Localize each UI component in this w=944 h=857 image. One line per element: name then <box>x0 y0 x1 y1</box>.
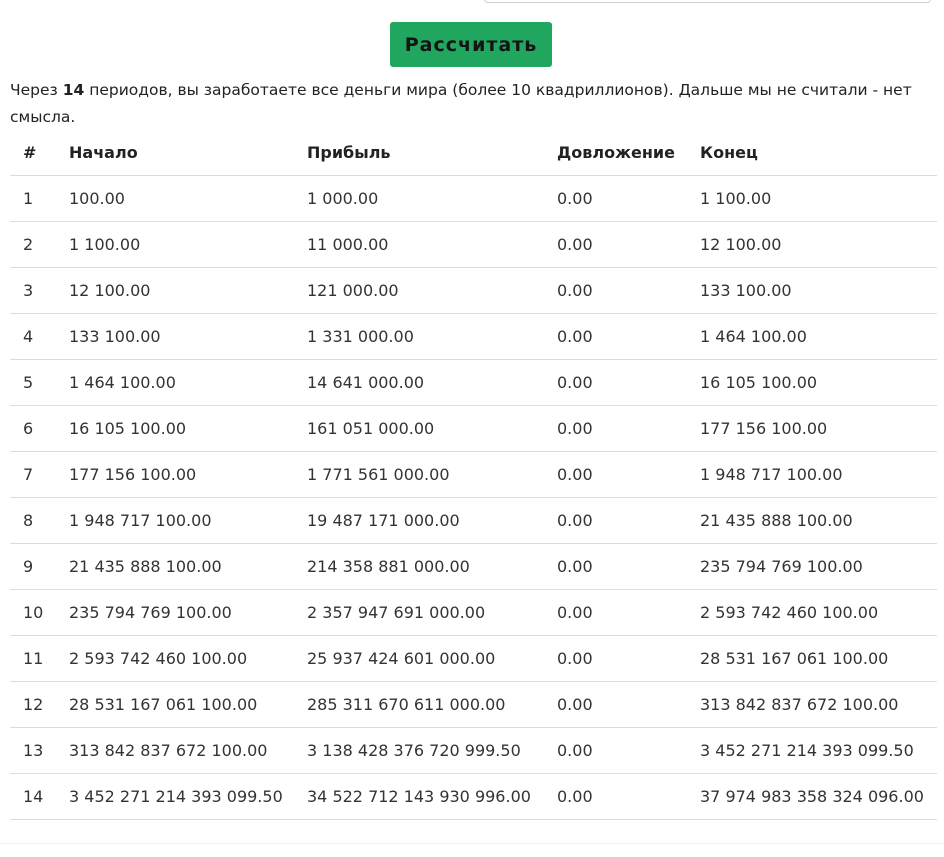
top-input-field[interactable] <box>484 0 931 3</box>
result-prefix: Через <box>10 81 63 99</box>
cell-investment: 0.00 <box>544 406 687 452</box>
table-row <box>10 406 937 452</box>
cell-investment: 0.00 <box>544 544 687 590</box>
cell-investment: 0.00 <box>544 636 687 682</box>
cell-profit: 121 000.00 <box>294 268 544 314</box>
cell-profit: 14 641 000.00 <box>294 360 544 406</box>
table-header-row <box>10 130 937 176</box>
cell-number: 4 <box>10 314 56 360</box>
cell-start: 133 100.00 <box>56 314 294 360</box>
cell-investment: 0.00 <box>544 682 687 728</box>
cell-profit: 161 051 000.00 <box>294 406 544 452</box>
table-row <box>10 360 937 406</box>
table-row <box>10 314 937 360</box>
cell-start: 28 531 167 061 100.00 <box>56 682 294 728</box>
table-row <box>10 176 937 222</box>
table-row <box>10 544 937 590</box>
cell-number: 3 <box>10 268 56 314</box>
header-investment: Довложение <box>544 130 687 176</box>
cell-end: 37 974 983 358 324 096.00 <box>687 774 937 820</box>
cell-investment: 0.00 <box>544 360 687 406</box>
cell-number: 11 <box>10 636 56 682</box>
cell-investment: 0.00 <box>544 314 687 360</box>
table-row <box>10 222 937 268</box>
table-row <box>10 728 937 774</box>
cell-investment: 0.00 <box>544 222 687 268</box>
cell-profit: 3 138 428 376 720 999.50 <box>294 728 544 774</box>
table-row <box>10 636 937 682</box>
table-row <box>10 498 937 544</box>
cell-start: 16 105 100.00 <box>56 406 294 452</box>
cell-start: 100.00 <box>56 176 294 222</box>
cell-end: 1 100.00 <box>687 176 937 222</box>
table-row <box>10 682 937 728</box>
results-table <box>10 130 937 820</box>
cell-number: 10 <box>10 590 56 636</box>
header-number: # <box>10 130 56 176</box>
cell-start: 177 156 100.00 <box>56 452 294 498</box>
cell-profit: 285 311 670 611 000.00 <box>294 682 544 728</box>
table-row <box>10 590 937 636</box>
cell-number: 5 <box>10 360 56 406</box>
cell-start: 1 464 100.00 <box>56 360 294 406</box>
cell-investment: 0.00 <box>544 176 687 222</box>
cell-start: 2 593 742 460 100.00 <box>56 636 294 682</box>
cell-number: 13 <box>10 728 56 774</box>
cell-number: 12 <box>10 682 56 728</box>
cell-investment: 0.00 <box>544 452 687 498</box>
cell-number: 6 <box>10 406 56 452</box>
cell-investment: 0.00 <box>544 268 687 314</box>
cell-profit: 34 522 712 143 930 996.00 <box>294 774 544 820</box>
cell-profit: 11 000.00 <box>294 222 544 268</box>
cell-investment: 0.00 <box>544 498 687 544</box>
result-suffix: периодов, вы заработаете все деньги мира (более 10 квадриллионов). Дальше мы не считали - нет смысла. <box>10 81 912 126</box>
cell-start: 3 452 271 214 393 099.50 <box>56 774 294 820</box>
cell-number: 1 <box>10 176 56 222</box>
cell-start: 12 100.00 <box>56 268 294 314</box>
cell-end: 1 948 717 100.00 <box>687 452 937 498</box>
divider <box>0 843 944 844</box>
cell-end: 133 100.00 <box>687 268 937 314</box>
cell-start: 21 435 888 100.00 <box>56 544 294 590</box>
cell-end: 2 593 742 460 100.00 <box>687 590 937 636</box>
cell-profit: 2 357 947 691 000.00 <box>294 590 544 636</box>
cell-end: 235 794 769 100.00 <box>687 544 937 590</box>
cell-investment: 0.00 <box>544 590 687 636</box>
cell-start: 235 794 769 100.00 <box>56 590 294 636</box>
header-profit: Прибыль <box>294 130 544 176</box>
cell-profit: 214 358 881 000.00 <box>294 544 544 590</box>
cell-number: 8 <box>10 498 56 544</box>
cell-investment: 0.00 <box>544 774 687 820</box>
cell-start: 1 948 717 100.00 <box>56 498 294 544</box>
cell-profit: 1 331 000.00 <box>294 314 544 360</box>
table-row <box>10 452 937 498</box>
cell-end: 16 105 100.00 <box>687 360 937 406</box>
header-end: Конец <box>687 130 937 176</box>
cell-profit: 1 000.00 <box>294 176 544 222</box>
cell-end: 28 531 167 061 100.00 <box>687 636 937 682</box>
cell-investment: 0.00 <box>544 728 687 774</box>
cell-number: 2 <box>10 222 56 268</box>
cell-profit: 19 487 171 000.00 <box>294 498 544 544</box>
table-body <box>10 176 937 820</box>
cell-profit: 25 937 424 601 000.00 <box>294 636 544 682</box>
cell-number: 9 <box>10 544 56 590</box>
cell-end: 1 464 100.00 <box>687 314 937 360</box>
cell-end: 21 435 888 100.00 <box>687 498 937 544</box>
header-start: Начало <box>56 130 294 176</box>
cell-number: 7 <box>10 452 56 498</box>
cell-start: 1 100.00 <box>56 222 294 268</box>
calculate-button[interactable]: Рассчитать <box>390 22 552 67</box>
cell-end: 12 100.00 <box>687 222 937 268</box>
cell-profit: 1 771 561 000.00 <box>294 452 544 498</box>
result-periods: 14 <box>62 81 85 99</box>
cell-end: 313 842 837 672 100.00 <box>687 682 937 728</box>
cell-number: 14 <box>10 774 56 820</box>
cell-end: 177 156 100.00 <box>687 406 937 452</box>
cell-end: 3 452 271 214 393 099.50 <box>687 728 937 774</box>
table-row <box>10 774 937 820</box>
table-row <box>10 268 937 314</box>
cell-start: 313 842 837 672 100.00 <box>56 728 294 774</box>
result-message <box>10 77 930 131</box>
